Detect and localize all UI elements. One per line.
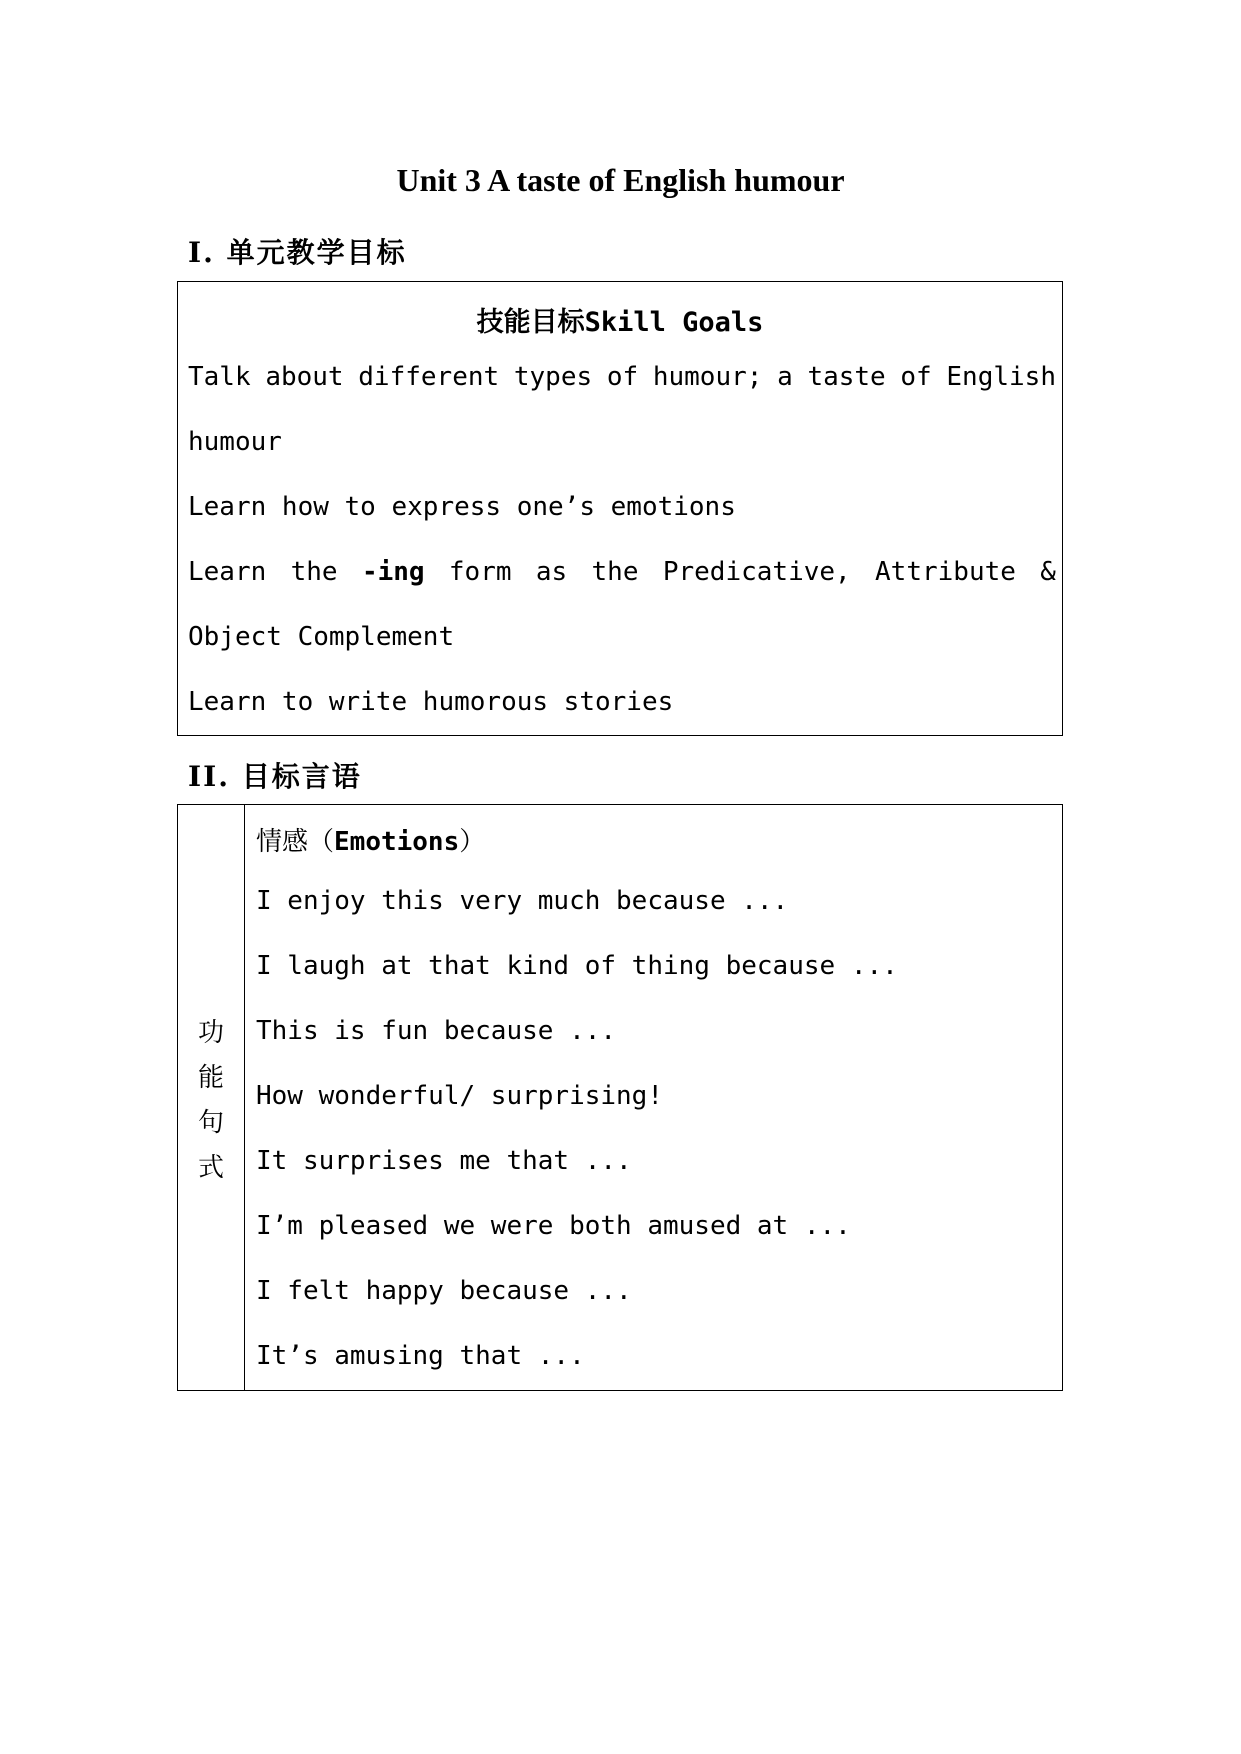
goal-line-2: Learn how to express one’s emotions [188,492,736,522]
category-prefix: 情感（ [256,827,335,857]
goal-word: types [513,362,593,392]
label-char: 能 [197,1063,224,1093]
skill-goals-heading: 技能目标Skill Goals [476,307,764,338]
category-suffix: ） [459,827,486,857]
sentence-pattern: It surprises me that ... [256,1146,632,1176]
goal-line-3 [188,557,1056,587]
column-divider [244,805,245,1390]
label-char: 句 [197,1108,224,1138]
goal-word: Talk [188,362,251,392]
goal-word: a [777,362,793,392]
target-language-table [177,804,1063,1391]
goal-word: as [535,557,568,587]
skill-goals-box [177,281,1063,736]
document-title: Unit 3 A taste of English humour [396,162,845,198]
category-name: Emotions [334,827,460,857]
goal-word: humour; [652,362,763,392]
sentence-pattern: I felt happy because ... [256,1276,632,1306]
sentence-pattern: I’m pleased we were both amused at ... [256,1211,851,1241]
emotions-category [256,821,485,858]
goal-line-3-continued: Object Complement [188,622,455,652]
goal-line-1-continued: humour [188,427,282,457]
goal-word: taste [807,362,886,392]
functional-sentences-label [178,1011,244,1191]
label-char: 功 [197,1018,224,1048]
sentence-pattern: I laugh at that kind of thing because ... [256,951,898,981]
goal-word: different [358,362,500,392]
goal-word-ing: -ing [361,557,425,587]
section-heading-target-language: II. 目标言语 [188,760,362,793]
goal-word: Predicative, [662,557,851,587]
goal-word: & [1040,557,1056,587]
goal-word: the [591,557,639,587]
goal-word: English [946,362,1056,392]
goal-line-4: Learn to write humorous stories [188,687,674,717]
goal-line-1 [188,362,1056,392]
goal-word: Attribute [875,557,1016,587]
goal-word: of [900,362,932,392]
sentence-pattern: I enjoy this very much because ... [256,886,789,916]
goal-word: form [448,557,512,587]
goal-word: about [265,362,344,392]
label-char: 式 [197,1153,224,1183]
sentence-pattern: This is fun because ... [256,1016,617,1046]
sentence-pattern: How wonderful/ surprising! [256,1081,663,1111]
goal-word: Learn [188,557,267,587]
goal-word: the [290,557,338,587]
section-heading-unit-goals: I. 单元教学目标 [188,236,407,269]
sentence-pattern: It’s amusing that ... [256,1341,585,1371]
goal-word: of [606,362,639,392]
